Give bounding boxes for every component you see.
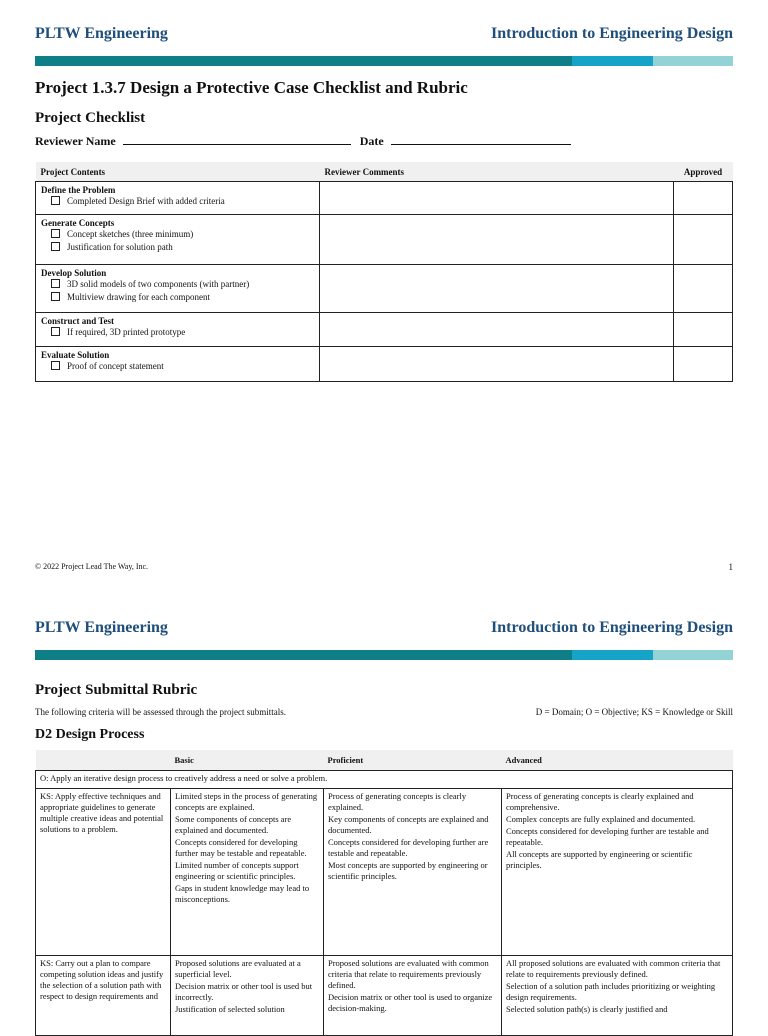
header-bar-teal <box>35 56 572 66</box>
header-left-title: PLTW Engineering <box>35 619 168 636</box>
checklist-row-generate <box>36 215 733 265</box>
checklist-item[interactable] <box>41 326 314 339</box>
reviewer-line <box>35 133 571 149</box>
header-bar-light <box>653 650 733 660</box>
header-bar-teal <box>35 650 572 660</box>
section-title: Construct and Test <box>41 316 115 326</box>
section-title: Generate Concepts <box>41 218 115 228</box>
rubric-intro: The following criteria will be assessed through the project submittals. <box>35 707 286 717</box>
checklist-row-evaluate <box>36 347 733 382</box>
col-proficient: Proficient <box>324 750 502 771</box>
checkbox[interactable] <box>51 327 60 336</box>
col-basic: Basic <box>171 750 324 771</box>
copyright-footer: © 2022 Project Lead The Way, Inc. <box>35 562 149 571</box>
checklist-section <box>36 215 320 265</box>
page-number: 1 <box>728 562 733 572</box>
approved-cell[interactable] <box>674 313 733 347</box>
section-title: Define the Problem <box>41 185 116 195</box>
checklist-item[interactable] <box>41 291 314 304</box>
comment-cell[interactable] <box>320 313 674 347</box>
section-title: Develop Solution <box>41 268 107 278</box>
checkbox[interactable] <box>51 292 60 301</box>
col-approved: Approved <box>674 162 733 182</box>
approved-cell[interactable] <box>674 347 733 382</box>
item-label: If required, 3D printed prototype <box>67 327 186 337</box>
comment-cell[interactable] <box>320 347 674 382</box>
checklist-section <box>36 347 320 382</box>
checkbox[interactable] <box>51 361 60 370</box>
checklist-row-define <box>36 182 733 215</box>
checklist-item[interactable] <box>41 228 314 241</box>
section-title: Evaluate Solution <box>41 350 110 360</box>
col-criteria <box>36 750 171 771</box>
comment-cell[interactable] <box>320 182 674 215</box>
header-bar-blue <box>572 650 653 660</box>
proficient-cell: Process of generating concepts is clearly explained. Key components of concepts are explained and documented. Concepts considered for developing further are testable and repeatable. Most concepts are supported by engineering or scientific principles. <box>324 789 502 956</box>
date-field[interactable] <box>391 133 571 145</box>
col-advanced: Advanced <box>502 750 733 771</box>
proficient-cell: Proposed solutions are evaluated with common criteria that relate to requirements previously defined. Decision matrix or other tool is used to organize decision-making. <box>324 956 502 1036</box>
item-label: Concept sketches (three minimum) <box>67 229 194 239</box>
objective-text: O: Apply an iterative design process to creatively address a need or solve a problem. <box>36 771 733 789</box>
date-label: Date <box>359 134 384 148</box>
header-left-title: PLTW Engineering <box>35 25 168 42</box>
checkbox[interactable] <box>51 242 60 251</box>
checklist-item[interactable] <box>41 278 314 291</box>
checklist-section <box>36 265 320 313</box>
objective-row <box>36 771 733 789</box>
checkbox[interactable] <box>51 196 60 205</box>
item-label: 3D solid models of two components (with partner) <box>67 279 250 289</box>
advanced-cell: All proposed solutions are evaluated with common criteria that relate to requirements previously defined. Selection of a solution path includes prioritizing or weighting design requirements. Selected solution path(s) is clearly justified and <box>502 956 733 1036</box>
basic-cell: Proposed solutions are evaluated at a superficial level. Decision matrix or other tool is used but incorrectly. Justification of selected solution <box>171 956 324 1036</box>
checklist-heading: Project Checklist <box>35 110 146 126</box>
rubric-heading: Project Submittal Rubric <box>35 682 198 698</box>
item-label: Proof of concept statement <box>67 361 164 371</box>
rubric-row <box>36 789 733 956</box>
document-title: Project 1.3.7 Design a Protective Case Checklist and Rubric <box>35 78 468 97</box>
col-reviewer-comments: Reviewer Comments <box>320 162 674 182</box>
rubric-table <box>35 750 733 1036</box>
col-project-contents: Project Contents <box>36 162 320 182</box>
domain-heading: D2 Design Process <box>35 727 145 742</box>
reviewer-name-field[interactable] <box>123 133 351 145</box>
checklist-item[interactable] <box>41 241 314 254</box>
header-right-title: Introduction to Engineering Design <box>491 619 733 636</box>
approved-cell[interactable] <box>674 215 733 265</box>
checkbox[interactable] <box>51 229 60 238</box>
ks-cell: KS: Apply effective techniques and appropriate guidelines to generate multiple creative ideas and potential solutions to a problem. <box>36 789 171 956</box>
checklist-item[interactable] <box>41 195 314 208</box>
approved-cell[interactable] <box>674 265 733 313</box>
checklist-section <box>36 182 320 215</box>
comment-cell[interactable] <box>320 265 674 313</box>
checklist-item[interactable] <box>41 360 314 373</box>
checkbox[interactable] <box>51 279 60 288</box>
item-label: Justification for solution path <box>67 242 173 252</box>
item-label: Completed Design Brief with added criteria <box>67 196 225 206</box>
checklist-row-construct <box>36 313 733 347</box>
header-bar-blue <box>572 56 653 66</box>
header-right-title: Introduction to Engineering Design <box>491 25 733 42</box>
reviewer-name-label: Reviewer Name <box>35 134 116 148</box>
comment-cell[interactable] <box>320 215 674 265</box>
checklist-row-develop <box>36 265 733 313</box>
item-label: Multiview drawing for each component <box>67 292 210 302</box>
project-checklist-table <box>35 162 733 382</box>
rubric-legend: D = Domain; O = Objective; KS = Knowledge or Skill <box>535 707 733 717</box>
approved-cell[interactable] <box>674 182 733 215</box>
ks-cell: KS: Carry out a plan to compare competing solution ideas and justify the selection of a solution path with respect to design requirements and <box>36 956 171 1036</box>
header-bar-light <box>653 56 733 66</box>
checklist-section <box>36 313 320 347</box>
basic-cell: Limited steps in the process of generating concepts are explained. Some components of concepts are explained and documented. Concepts considered for developing further may be testable and repeatable. Limited number of concepts support engineering or scientific principles. Gaps in student knowledge may lead to misconceptions. <box>171 789 324 956</box>
advanced-cell: Process of generating concepts is clearly explained and comprehensive. Complex concepts are fully explained and documented. Concepts considered for developing further are testable and repeatable. All concepts are supported by engineering or scientific principles. <box>502 789 733 956</box>
